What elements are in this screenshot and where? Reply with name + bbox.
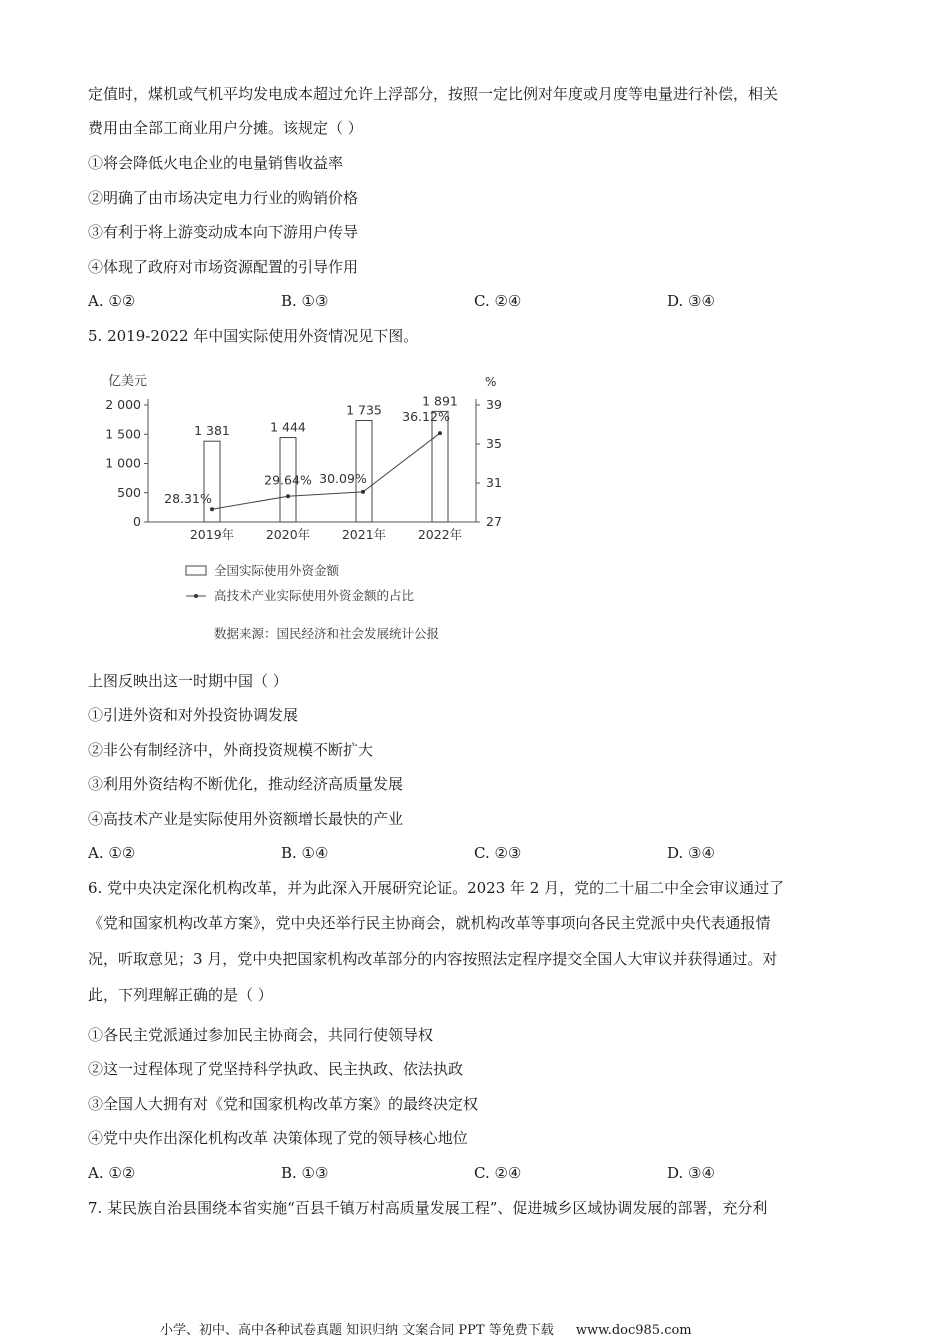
left-axis-unit: 亿美元 [108, 374, 148, 389]
q6-stem-line-1: 6. 党中央决定深化机构改革，并为此深入开展研究论证。2023 年 2 月，党的二十届二中全会审议通过了 [88, 879, 785, 897]
q6-stem-line-3: 况，听取意见；3 月，党中央把国家机构改革部分的内容按照法定程序提交全国人大审议并获得通过。对 [88, 950, 778, 968]
line-point-label: 29.64% [264, 472, 312, 488]
line-point [286, 494, 290, 498]
q6-stem-line-4: 此，下列理解正确的是（ ） [88, 986, 273, 1004]
legend-bar-label: 全国实际使用外资金额 [214, 563, 340, 578]
left-tick-label: 500 [117, 484, 141, 500]
x-tick-label: 2022年 [417, 527, 463, 542]
bar-value-label: 1 381 [194, 423, 230, 439]
legend-line-label: 高技术产业实际使用外资金额的占比 [214, 588, 415, 603]
left-tick-label: 1 500 [105, 426, 141, 442]
q4-statement-1: ①将会降低火电企业的电量销售收益率 [88, 154, 344, 172]
legend-line-marker [194, 594, 198, 598]
q6-option-b: B. ①③ [281, 1164, 329, 1182]
q6-option-c: C. ②④ [474, 1164, 522, 1182]
footer-text: 小学、初中、高中各种试卷真题 知识归纳 文案合同 PPT 等免费下载 [160, 1323, 554, 1338]
q4-option-a: A. ①② [88, 292, 136, 310]
chart-source: 数据来源：国民经济和社会发展统计公报 [214, 626, 440, 641]
q5-question: 上图反映出这一时期中国（ ） [88, 672, 288, 690]
line-point-label: 30.09% [319, 470, 367, 486]
bar-value-label: 1 891 [422, 393, 458, 409]
line-point [361, 490, 365, 494]
left-tick-label: 2 000 [105, 397, 141, 412]
q4-statement-3: ③有利于将上游变动成本向下游用户传导 [88, 223, 359, 241]
q5-option-b: B. ①④ [281, 844, 329, 862]
q5-statement-1: ①引进外资和对外投资协调发展 [88, 706, 299, 724]
q4-statement-2: ②明确了由市场决定电力行业的购销价格 [88, 189, 359, 207]
line-point-label: 36.12% [402, 409, 450, 425]
q4-option-d: D. ③④ [667, 292, 715, 310]
legend-bar-swatch [186, 566, 206, 575]
q6-statement-4: ④党中央作出深化机构改革 决策体现了党的领导核心地位 [88, 1129, 468, 1147]
x-tick-label: 2019年 [189, 527, 235, 542]
q6-option-a: A. ①② [88, 1164, 136, 1182]
page-footer [160, 1322, 692, 1340]
right-tick-label: 31 [486, 475, 502, 490]
q6-stem-line-2: 《党和国家机构改革方案》，党中央还举行民主协商会，就机构改革等事项向各民主党派中央代表通报情 [88, 914, 771, 932]
q5-option-a: A. ①② [88, 844, 136, 862]
foreign-investment-chart [90, 365, 520, 655]
q4-stem-line-1: 定值时，煤机或气机平均发电成本超过允许上浮部分，按照一定比例对年度或月度等电量进行补偿，相关 [88, 85, 779, 103]
line-point [210, 507, 214, 511]
bar [432, 411, 448, 522]
q6-statement-3: ③全国人大拥有对《党和国家机构改革方案》的最终决定权 [88, 1095, 479, 1113]
q6-statement-1: ①各民主党派通过参加民主协商会，共同行使领导权 [88, 1026, 434, 1044]
line-point [438, 431, 442, 435]
right-tick-label: 27 [486, 514, 502, 529]
bar-value-label: 1 735 [346, 402, 382, 418]
x-tick-label: 2020年 [265, 527, 311, 542]
q4-statement-4: ④体现了政府对市场资源配置的引导作用 [88, 258, 359, 276]
q5-statement-2: ②非公有制经济中，外商投资规模不断扩大 [88, 741, 374, 759]
q4-stem-line-2: 费用由全部工商业用户分摊。该规定（ ） [88, 119, 363, 137]
q5-stem: 5. 2019-2022 年中国实际使用外资情况见下图。 [88, 327, 419, 345]
q5-option-d: D. ③④ [667, 844, 715, 862]
x-tick-label: 2021年 [341, 527, 387, 542]
bar-value-label: 1 444 [270, 419, 306, 435]
line-point-label: 28.31% [164, 491, 212, 507]
q5-statement-3: ③利用外资结构不断优化，推动经济高质量发展 [88, 775, 404, 793]
right-axis-unit: % [485, 375, 497, 389]
footer-site: www.doc985.com [575, 1323, 692, 1338]
left-tick-label: 1 000 [105, 455, 141, 471]
q5-statement-4: ④高技术产业是实际使用外资额增长最快的产业 [88, 810, 404, 828]
left-tick-label: 0 [133, 514, 141, 529]
q6-statement-2: ②这一过程体现了党坚持科学执政、民主执政、依法执政 [88, 1060, 464, 1078]
q6-option-d: D. ③④ [667, 1164, 715, 1182]
q7-stem: 7. 某民族自治县围绕本省实施“百县千镇万村高质量发展工程”、促进城乡区域协调发展的部署，充分利 [88, 1199, 768, 1217]
right-tick-label: 39 [486, 397, 502, 412]
q4-option-b: B. ①③ [281, 292, 329, 310]
q4-option-c: C. ②④ [474, 292, 522, 310]
right-tick-label: 35 [486, 436, 502, 451]
q5-option-c: C. ②③ [474, 844, 522, 862]
